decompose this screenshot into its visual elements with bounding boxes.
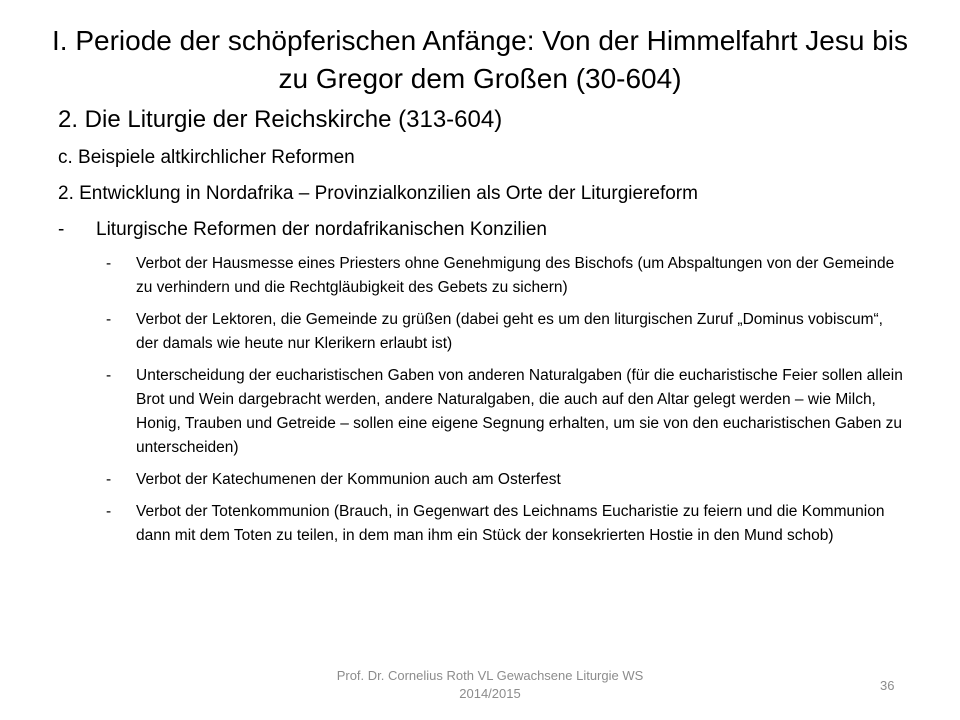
reform-list — [58, 252, 908, 548]
slide-content — [58, 102, 908, 556]
list-item-text: Verbot der Katechumenen der Kommunion auch am Osterfest — [136, 471, 561, 488]
slide-title: I. Periode der schöpferischen Anfänge: Von der Himmelfahrt Jesu bis zu Gregor dem Großen (30-604) — [51, 25, 909, 94]
list-item — [106, 308, 908, 356]
list-item-text: Unterscheidung der eucharistischen Gaben von anderen Naturalgaben (für die eucharistische Feier sollen allein Brot und Wein dargebracht werden, andere Naturalgaben, die auch auf den Altar gelegt werden – wie Milch, Honig, Trauben und Getreide – sollen eine eigene Segnung erhalten, um sie von den eucharistischen Gaben zu unterscheiden) — [136, 367, 903, 456]
dash-marker: - — [106, 503, 112, 520]
bullet-heading — [58, 216, 908, 244]
subsection-line: c. Beispiele altkirchlicher Reformen — [58, 147, 355, 168]
dash-marker: - — [106, 367, 112, 384]
subsection-line: 2. Entwicklung in Nordafrika – Provinzialkonzilien als Orte der Liturgiereform — [58, 183, 698, 204]
dash-marker: - — [106, 311, 112, 328]
list-item-text: Verbot der Totenkommunion (Brauch, in Gegenwart des Leichnams Eucharistie zu feiern und die Kommunion dann mit dem Toten zu teilen, in dem man ihm ein Stück der konsekrierten Hostie in den Mund schob) — [136, 503, 885, 544]
list-item — [106, 468, 908, 492]
list-item — [106, 252, 908, 300]
slide-footer: Prof. Dr. Cornelius Roth VL Gewachsene Liturgie WS 2014/2015 — [336, 668, 644, 701]
bullet-heading-text: Liturgische Reformen der nordafrikanischen Konzilien — [96, 219, 547, 240]
list-item-text: Verbot der Lektoren, die Gemeinde zu grüßen (dabei geht es um den liturgischen Zuruf „Dominus vobiscum“, der damals wie heute nur Klerikern erlaubt ist) — [136, 311, 883, 352]
dash-marker: - — [106, 471, 112, 488]
list-item — [106, 364, 908, 460]
dash-marker: - — [58, 219, 65, 240]
section-heading: 2. Die Liturgie der Reichskirche (313-604) — [58, 106, 503, 133]
list-item — [106, 500, 908, 548]
page-number: 36 — [880, 678, 895, 693]
dash-marker: - — [106, 255, 112, 272]
list-item-text: Verbot der Hausmesse eines Priesters ohne Genehmigung des Bischofs (um Abspaltungen von der Gemeinde zu verhindern und die Rechtgläubigkeit des Gebets zu sichern) — [136, 255, 895, 296]
